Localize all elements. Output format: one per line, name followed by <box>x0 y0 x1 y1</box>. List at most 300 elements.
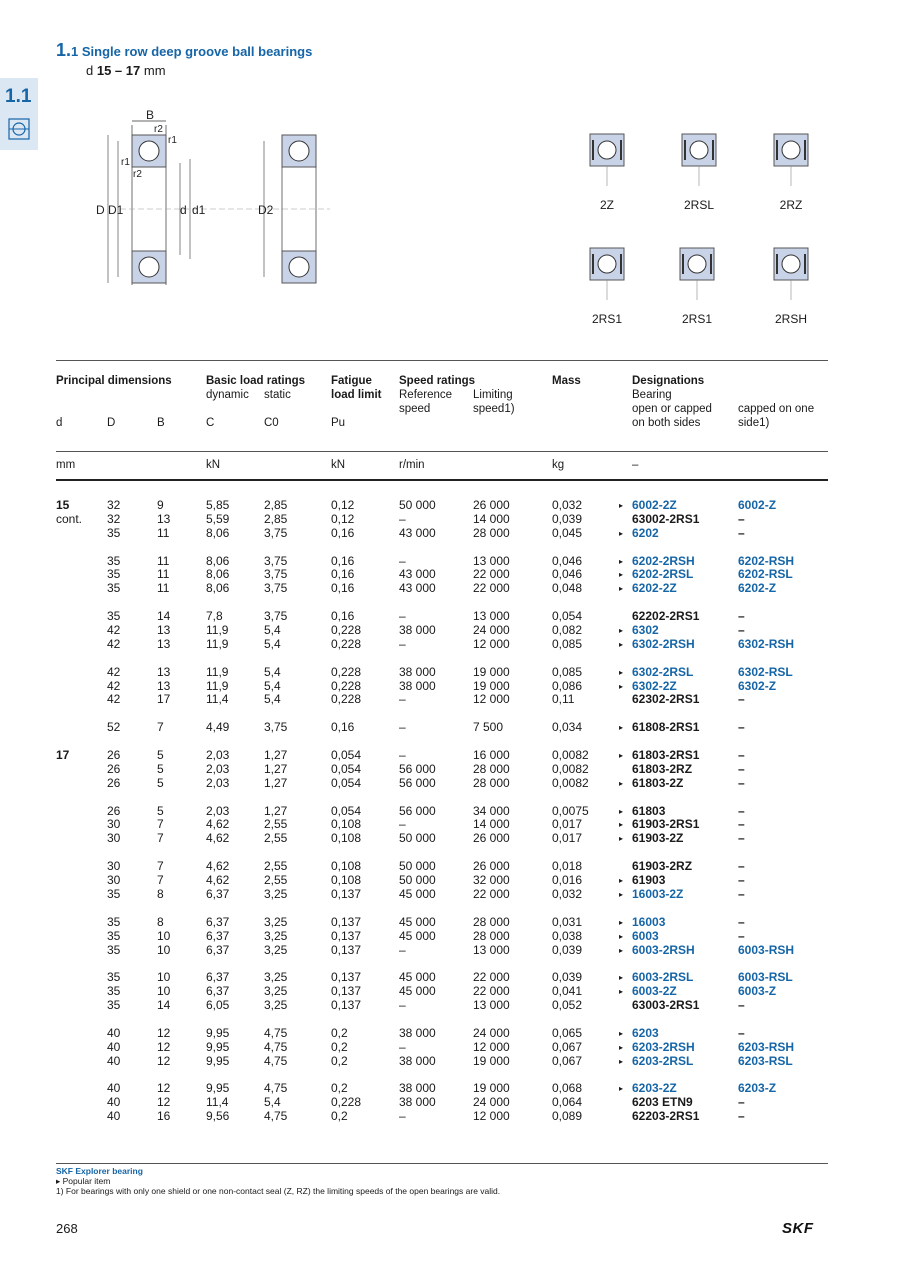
cell-one: – <box>738 623 745 638</box>
cell-Pu: 0,2 <box>331 1053 348 1068</box>
cell-C0: 3,75 <box>264 553 288 568</box>
cell-pop: ▸ <box>619 931 624 941</box>
cell-lim: 13 000 <box>473 942 510 957</box>
cell-lim: 26 000 <box>473 498 510 512</box>
cell-pop: ▸ <box>619 1042 624 1052</box>
cell-ref: – <box>399 1039 406 1054</box>
table-row <box>56 777 828 791</box>
cell-ref: – <box>399 553 406 568</box>
cell-Pu: 0,12 <box>331 498 355 512</box>
table-row <box>56 985 828 999</box>
cell-Pu: 0,137 <box>331 928 362 943</box>
cell-pop: ▸ <box>619 889 624 899</box>
cell-Pu: 0,054 <box>331 803 362 818</box>
variant-label: 2RS1 <box>591 312 623 326</box>
cell-B: 5 <box>157 761 164 776</box>
cell-mass: 0,032 <box>552 498 583 512</box>
cell-D: 42 <box>107 692 121 707</box>
capped-bearing-icon <box>774 248 808 300</box>
cell-Pu: 0,054 <box>331 775 362 790</box>
cell-C: 6,37 <box>206 970 230 985</box>
title-text: Single row deep groove ball bearings <box>81 44 313 59</box>
cell-ref: – <box>399 511 406 526</box>
cell-mass: 0,048 <box>552 581 583 596</box>
table-row <box>56 1096 828 1110</box>
page-number: 268 <box>56 1221 78 1236</box>
table-row <box>56 527 828 541</box>
cell-ref: 43 000 <box>399 581 436 596</box>
table-row <box>56 916 828 930</box>
cell-B: 12 <box>157 1053 171 1068</box>
hdr-speed: Speed ratings <box>399 375 476 387</box>
table-row <box>56 555 828 569</box>
subtitle-label: d <box>86 63 94 78</box>
cell-ref: 38 000 <box>399 623 436 638</box>
cell-one: – <box>738 511 745 526</box>
cell-lim: 12 000 <box>473 636 510 651</box>
section-number: 1.1 <box>5 86 32 107</box>
variant-label: 2RZ <box>779 198 803 212</box>
cell-B: 11 <box>157 525 170 540</box>
cell-pop: ▸ <box>619 528 624 538</box>
cell-D: 35 <box>107 609 121 624</box>
cell-D: 35 <box>107 984 121 999</box>
cell-B: 12 <box>157 1025 171 1040</box>
cell-Pu: 0,228 <box>331 636 362 651</box>
variant-label: 2Z <box>599 198 614 212</box>
cell-C0: 3,75 <box>264 720 288 735</box>
table-bottom-rule <box>56 1163 828 1164</box>
cell-pop: ▸ <box>619 945 624 955</box>
bearing-icon <box>8 118 30 143</box>
label-r2b: r2 <box>133 169 142 180</box>
unit-kN-2: kN <box>331 459 346 471</box>
cell-Pu: 0,228 <box>331 692 362 707</box>
cell-pop: ▸ <box>619 1056 624 1066</box>
cell-mass: 0,034 <box>552 720 583 735</box>
cell-pop: ▸ <box>619 681 624 691</box>
cell-des: 61903-2RZ <box>632 859 693 874</box>
cell-B: 13 <box>157 636 171 651</box>
cell-C0: 3,25 <box>264 914 288 929</box>
cell-des: 6302-2Z <box>632 678 677 693</box>
cell-pop: ▸ <box>619 584 624 594</box>
unit-kg: kg <box>552 459 565 471</box>
cell-Pu: 0,137 <box>331 984 362 999</box>
cell-pop: ▸ <box>619 751 624 761</box>
cell-lim: 24 000 <box>473 1095 510 1110</box>
cell-C0: 1,27 <box>264 775 288 790</box>
cell-D: 40 <box>107 1081 121 1096</box>
cell-lim: 22 000 <box>473 581 510 596</box>
cell-lim: 19 000 <box>473 678 510 693</box>
cell-one: – <box>738 886 745 901</box>
cell-mass: 0,085 <box>552 664 583 679</box>
cell-pop: ▸ <box>619 973 624 983</box>
cell-mass: 0,017 <box>552 817 583 832</box>
cell-pop: ▸ <box>619 501 624 510</box>
cell-des: 61903-2Z <box>632 831 684 846</box>
footnote-1: 1) For bearings with only one shield or one non-contact seal (Z, RZ) the limiting speeds of the open bearings are valid. <box>56 1186 501 1196</box>
cell-one: – <box>738 1109 745 1124</box>
hdr-both-sides: on both sides <box>632 417 701 429</box>
cell-des: 6003-2Z <box>632 984 677 999</box>
table-row <box>56 582 828 596</box>
cell-ref: – <box>399 720 406 735</box>
cell-C: 2,03 <box>206 775 230 790</box>
cell-B: 10 <box>157 942 171 957</box>
cell-des: 6203-2RSL <box>632 1053 694 1068</box>
hdr-designations: Designations <box>632 375 705 387</box>
cell-Pu: 0,228 <box>331 678 362 693</box>
cell-B: 11 <box>157 581 170 596</box>
cell-d: 17 <box>56 748 70 763</box>
cell-pop: ▸ <box>619 876 624 886</box>
cell-pop: ▸ <box>619 639 624 649</box>
cell-one: 6203-RSH <box>738 1039 795 1054</box>
cell-C0: 2,55 <box>264 859 288 874</box>
cell-lim: 22 000 <box>473 970 510 985</box>
title-prefix: 1. <box>56 40 72 60</box>
cell-D: 42 <box>107 636 121 651</box>
cell-B: 5 <box>157 775 164 790</box>
cell-ref: 38 000 <box>399 1081 436 1096</box>
cell-ref: 38 000 <box>399 678 436 693</box>
cell-one: – <box>738 775 745 790</box>
cell-mass: 0,085 <box>552 636 583 651</box>
cell-C: 4,62 <box>206 817 230 832</box>
cell-lim: 12 000 <box>473 692 510 707</box>
skf-logo: SKF <box>782 1220 814 1237</box>
cell-des: 6203 ETN9 <box>632 1095 693 1110</box>
cell-pop: ▸ <box>619 778 624 788</box>
cell-ref: 38 000 <box>399 664 436 679</box>
cell-lim: 34 000 <box>473 803 510 818</box>
cell-lim: 22 000 <box>473 567 510 582</box>
cell-B: 7 <box>157 873 164 888</box>
cell-one: 6003-Z <box>738 984 777 999</box>
cell-C: 9,56 <box>206 1109 230 1124</box>
cell-Pu: 0,2 <box>331 1025 348 1040</box>
cell-C0: 4,75 <box>264 1053 288 1068</box>
cell-one: 6002-Z <box>738 498 777 512</box>
cell-one: – <box>738 817 745 832</box>
cell-B: 12 <box>157 1081 171 1096</box>
cell-mass: 0,0082 <box>552 748 589 763</box>
cell-des: 6202-2RSH <box>632 553 695 568</box>
cell-ref: – <box>399 942 406 957</box>
cell-lim: 28 000 <box>473 761 510 776</box>
cell-ref: 45 000 <box>399 886 436 901</box>
cell-B: 7 <box>157 831 164 846</box>
cell-D: 42 <box>107 623 121 638</box>
variant-label: 2RSL <box>683 198 715 212</box>
cell-B: 13 <box>157 511 171 526</box>
table-row <box>56 1055 828 1069</box>
hdr-static: static <box>264 389 291 401</box>
variant-label: 2RSH <box>774 312 807 326</box>
cell-mass: 0,11 <box>552 692 575 707</box>
cell-lim: 28 000 <box>473 928 510 943</box>
cell-one: 6302-Z <box>738 678 777 693</box>
table-row <box>56 513 828 527</box>
unit-rmin: r/min <box>399 459 425 471</box>
cell-ref: – <box>399 998 406 1013</box>
cell-mass: 0,032 <box>552 886 583 901</box>
cell-C: 2,03 <box>206 761 230 776</box>
cell-pop: ▸ <box>619 667 624 677</box>
label-d: d <box>180 203 187 217</box>
cell-Pu: 0,228 <box>331 623 362 638</box>
cell-C: 11,9 <box>206 664 229 679</box>
cell-pop: ▸ <box>619 834 624 844</box>
hdr-lim-speed: speed1) <box>473 403 515 415</box>
cell-lim: 24 000 <box>473 623 510 638</box>
cell-des: 6202-2RSL <box>632 567 694 582</box>
cell-pop: ▸ <box>619 917 624 927</box>
table-row <box>56 666 828 680</box>
cell-pop: ▸ <box>619 1084 624 1094</box>
cell-one: 6302-RSL <box>738 664 793 679</box>
cell-B: 10 <box>157 984 171 999</box>
cell-one: – <box>738 1095 745 1110</box>
label-r1b: r1 <box>121 157 130 168</box>
cell-Pu: 0,2 <box>331 1109 348 1124</box>
cell-mass: 0,065 <box>552 1025 583 1040</box>
cell-B: 10 <box>157 928 171 943</box>
cell-C: 9,95 <box>206 1039 230 1054</box>
table-row <box>56 1027 828 1041</box>
capped-bearing-icon <box>590 134 624 186</box>
cell-C: 6,37 <box>206 942 230 957</box>
cell-D: 32 <box>107 511 121 526</box>
cell-mass: 0,016 <box>552 873 583 888</box>
cell-ref: 43 000 <box>399 525 436 540</box>
cell-C: 6,37 <box>206 928 230 943</box>
cell-C: 5,59 <box>206 511 230 526</box>
cell-d: cont. <box>56 511 83 526</box>
cell-ref: 56 000 <box>399 775 436 790</box>
cell-mass: 0,0082 <box>552 761 589 776</box>
unit-mm: mm <box>56 459 76 471</box>
capped-bearing-icon <box>774 134 808 186</box>
cell-C: 9,95 <box>206 1025 230 1040</box>
cell-C: 6,37 <box>206 886 230 901</box>
cell-C0: 3,75 <box>264 567 288 582</box>
header-rule <box>56 451 828 452</box>
table-row <box>56 1041 828 1055</box>
cell-C0: 2,55 <box>264 817 288 832</box>
table-row <box>56 944 828 958</box>
hdr-mass: Mass <box>552 375 581 387</box>
cell-C: 4,49 <box>206 720 230 735</box>
cell-des: 6003-2RSH <box>632 942 695 957</box>
label-r1a: r1 <box>168 135 177 146</box>
cell-C0: 2,55 <box>264 831 288 846</box>
cell-des: 6202 <box>632 525 659 540</box>
cell-B: 13 <box>157 664 171 679</box>
cell-lim: 28 000 <box>473 525 510 540</box>
table-row <box>56 499 828 513</box>
cell-C0: 3,25 <box>264 886 288 901</box>
cell-C: 5,85 <box>206 498 230 512</box>
cell-des: 6002-2Z <box>632 498 677 512</box>
table-row <box>56 999 828 1013</box>
cell-B: 9 <box>157 498 164 512</box>
cell-C: 8,06 <box>206 553 230 568</box>
cell-mass: 0,038 <box>552 928 583 943</box>
cell-des: 61803-2RZ <box>632 761 693 776</box>
cell-C0: 2,55 <box>264 873 288 888</box>
cell-C0: 5,4 <box>264 664 281 679</box>
cell-one: 6003-RSL <box>738 970 793 985</box>
cell-B: 13 <box>157 678 171 693</box>
cell-Pu: 0,108 <box>331 859 362 874</box>
cell-one: – <box>738 859 745 874</box>
cell-ref: – <box>399 817 406 832</box>
cell-B: 13 <box>157 623 171 638</box>
cell-C0: 2,85 <box>264 511 288 526</box>
cell-mass: 0,018 <box>552 859 583 874</box>
label-r2a: r2 <box>154 124 163 135</box>
cell-C: 11,4 <box>206 692 229 707</box>
cell-C0: 3,25 <box>264 970 288 985</box>
cell-Pu: 0,108 <box>331 873 362 888</box>
cell-C: 4,62 <box>206 873 230 888</box>
cell-mass: 0,068 <box>552 1081 583 1096</box>
cell-C0: 1,27 <box>264 748 288 763</box>
cell-des: 61903 <box>632 873 666 888</box>
sym-Pu: Pu <box>331 417 346 429</box>
table-row <box>56 1082 828 1096</box>
table-row <box>56 749 828 763</box>
cell-lim: 19 000 <box>473 1053 510 1068</box>
cell-C0: 4,75 <box>264 1039 288 1054</box>
cell-ref: 50 000 <box>399 831 436 846</box>
cell-lim: 24 000 <box>473 1025 510 1040</box>
cell-des: 6302-2RSL <box>632 664 694 679</box>
hdr-basic: Basic load ratings <box>206 375 306 387</box>
bearing-table <box>56 499 828 1124</box>
label-D1: D1 <box>108 203 124 217</box>
capped-bearing-icon <box>590 248 624 300</box>
sym-C0: C0 <box>264 417 279 429</box>
cell-mass: 0,031 <box>552 914 583 929</box>
cell-D: 35 <box>107 567 121 582</box>
cell-Pu: 0,137 <box>331 998 362 1013</box>
cell-B: 11 <box>157 567 170 582</box>
cell-D: 35 <box>107 998 121 1013</box>
cell-C0: 3,25 <box>264 998 288 1013</box>
cell-C0: 2,85 <box>264 498 288 512</box>
cell-mass: 0,064 <box>552 1095 583 1110</box>
cell-d: 15 <box>56 498 70 512</box>
cell-C: 11,9 <box>206 623 229 638</box>
cell-lim: 13 000 <box>473 609 510 624</box>
hdr-ref-speed: speed <box>399 403 431 415</box>
cell-mass: 0,054 <box>552 609 583 624</box>
variant-label: 2RS1 <box>681 312 713 326</box>
cell-D: 26 <box>107 775 121 790</box>
units-rule <box>56 479 828 481</box>
cell-D: 26 <box>107 748 121 763</box>
cell-C0: 5,4 <box>264 678 281 693</box>
cell-one: – <box>738 720 745 735</box>
hdr-limiting: Limiting <box>473 389 513 401</box>
cell-C0: 3,75 <box>264 581 288 596</box>
sym-D: D <box>107 417 116 429</box>
capped-bearing-icon <box>682 134 716 186</box>
cell-C: 4,62 <box>206 859 230 874</box>
cell-ref: 38 000 <box>399 1053 436 1068</box>
cell-lim: 32 000 <box>473 873 510 888</box>
cell-ref: – <box>399 692 406 707</box>
table-row <box>56 610 828 624</box>
cell-C0: 4,75 <box>264 1025 288 1040</box>
cell-D: 26 <box>107 761 121 776</box>
cell-ref: 38 000 <box>399 1025 436 1040</box>
hdr-open-capped: open or capped <box>632 403 712 415</box>
cell-C0: 3,25 <box>264 942 288 957</box>
cell-mass: 0,052 <box>552 998 583 1013</box>
cell-Pu: 0,137 <box>331 970 362 985</box>
cell-lim: 12 000 <box>473 1039 510 1054</box>
cell-Pu: 0,108 <box>331 831 362 846</box>
cell-D: 30 <box>107 817 121 832</box>
cell-Pu: 0,16 <box>331 525 355 540</box>
cell-des: 62203-2RS1 <box>632 1109 700 1124</box>
hdr-bearing: Bearing <box>632 389 672 401</box>
cell-one: – <box>738 761 745 776</box>
hdr-side: side1) <box>738 417 770 429</box>
cell-ref: 45 000 <box>399 928 436 943</box>
cell-C: 2,03 <box>206 748 230 763</box>
cell-C: 11,9 <box>206 636 229 651</box>
cell-one: – <box>738 873 745 888</box>
cell-B: 7 <box>157 817 164 832</box>
cell-C0: 3,75 <box>264 525 288 540</box>
cell-C0: 5,4 <box>264 1095 281 1110</box>
sym-C: C <box>206 417 215 429</box>
hdr-fatigue: Fatigue <box>331 375 372 387</box>
cell-Pu: 0,228 <box>331 664 362 679</box>
cell-lim: 12 000 <box>473 1109 510 1124</box>
cell-lim: 13 000 <box>473 998 510 1013</box>
table-row <box>56 874 828 888</box>
cell-ref: 56 000 <box>399 803 436 818</box>
cell-ref: 43 000 <box>399 567 436 582</box>
cell-C: 2,03 <box>206 803 230 818</box>
cell-mass: 0,089 <box>552 1109 583 1124</box>
cell-one: – <box>738 914 745 929</box>
cell-Pu: 0,137 <box>331 886 362 901</box>
cell-des: 6003 <box>632 928 659 943</box>
label-d1: d1 <box>192 203 206 217</box>
table-row <box>56 860 828 874</box>
cell-mass: 0,041 <box>552 984 583 999</box>
cell-lim: 13 000 <box>473 553 510 568</box>
table-row <box>56 721 828 735</box>
table-row <box>56 971 828 985</box>
hdr-load-limit: load limit <box>331 389 382 401</box>
cell-D: 35 <box>107 553 121 568</box>
cell-pop: ▸ <box>619 556 624 566</box>
cell-C: 6,37 <box>206 914 230 929</box>
cell-pop: ▸ <box>619 987 624 997</box>
hdr-dynamic: dynamic <box>206 389 249 401</box>
cell-des: 63002-2RS1 <box>632 511 700 526</box>
cell-C0: 1,27 <box>264 761 288 776</box>
